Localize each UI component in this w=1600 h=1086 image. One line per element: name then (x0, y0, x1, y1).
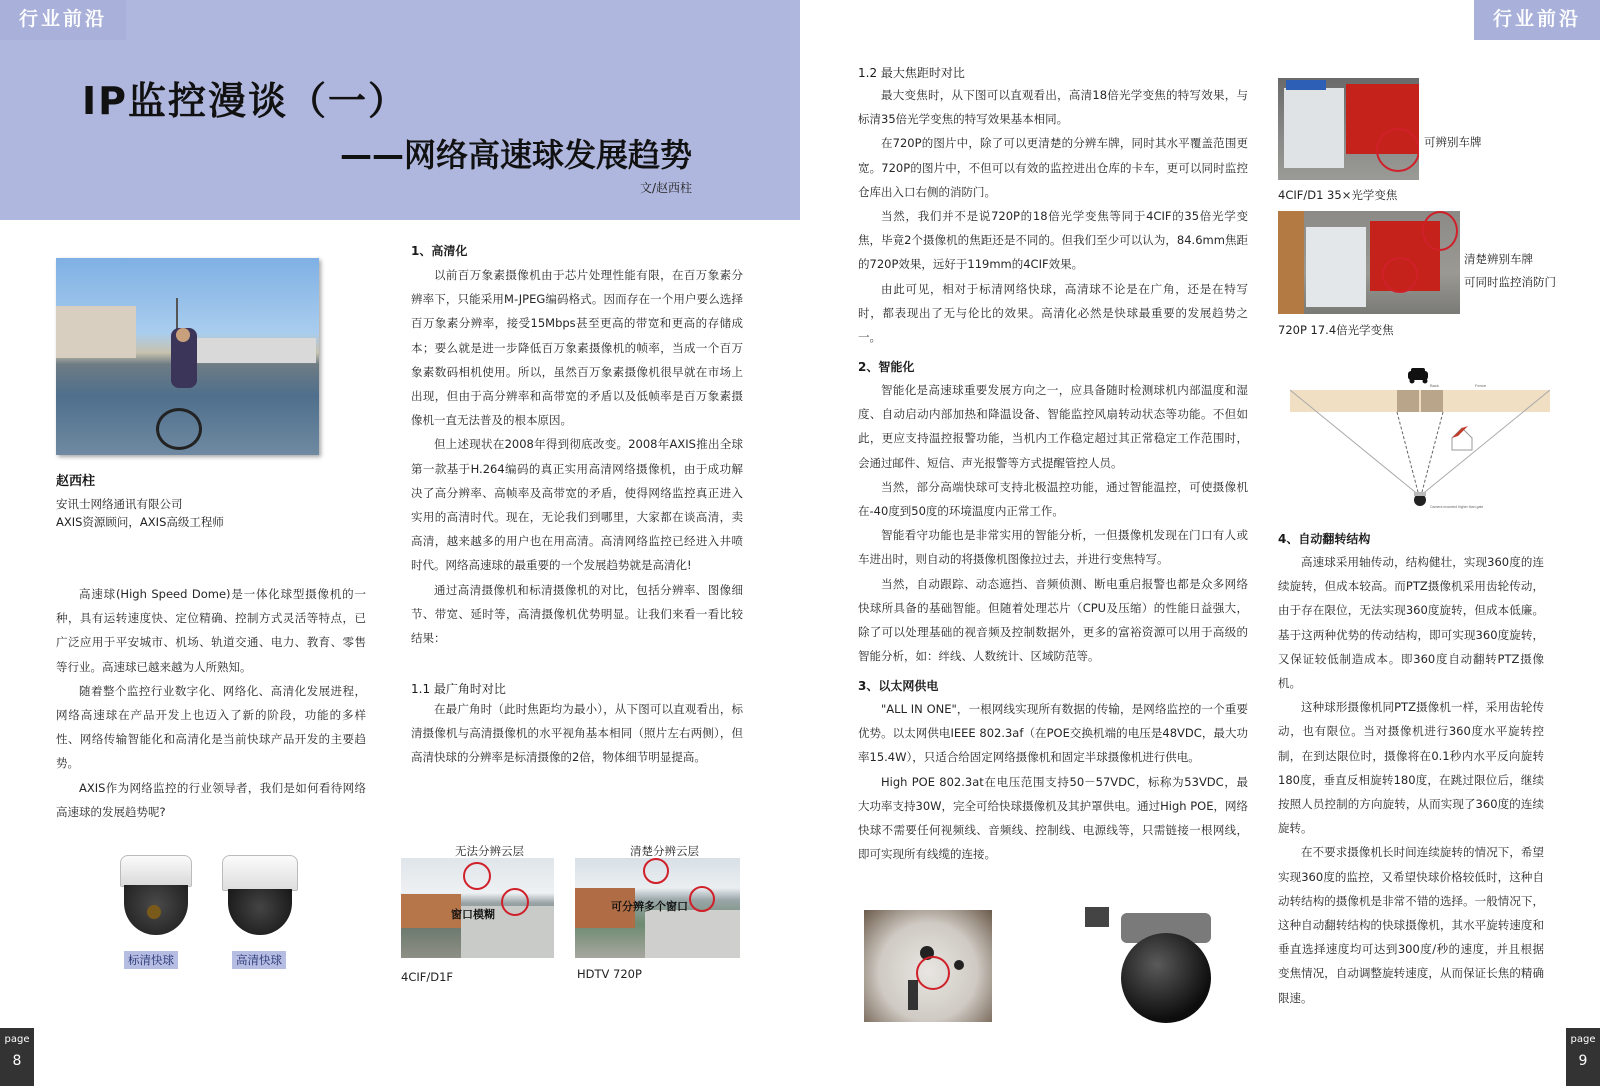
sec2-para-3: 智能看守功能也是非常实用的智能分析，一但摄像机发现在门口有人或车进出时，则自动的将摄像机图像拉过去，并进行变焦特写。 (858, 528, 1248, 567)
sec12-para-4: 由此可见，相对于标清网络快球，高清球不论是在广角，还是在特写时，都表现出了无与伦比的效果。高清化必然是快球最重要的发展趋势之一。 (858, 281, 1248, 345)
camera-hd-image (222, 855, 298, 935)
truck-top-caption: 4CIF/D1 35×光学变焦 (1278, 188, 1398, 202)
sec11-heading: 1.1 最广角时对比 (411, 682, 506, 696)
wide-left-top-label: 无法分辨云层 (455, 844, 524, 858)
wide-left-caption: 4CIF/D1F (401, 970, 454, 984)
wide-sd-image (401, 858, 554, 958)
gate-monitor-diagram (1290, 368, 1550, 516)
wide-hd-image (575, 858, 740, 958)
sec4-para-3: 在不要求摄像机长时间连续旋转的情况下，希望实现360度的监控，又希望快球价格较低时，这种自动转结构的摄像机是非常不错的选择。一般情况下，这种自动翻转结构的快球摄像机，其水平旋转速度和垂直选择速度均可达到300度/秒的速度，并且根据变焦情况，自动调整旋转速度，从而保证长焦的精确限速。 (1278, 845, 1544, 1005)
sec2-para-2: 当然，部分高端快球可支持北极温控功能，通过智能温控，可使摄像机在-40度到50度的环境温度内正常工作。 (858, 479, 1248, 519)
truck-top-label: 可辨别车牌 (1424, 135, 1482, 149)
sec11-text (411, 697, 743, 770)
intro-para-1: 高速球(High Speed Dome)是一体化球型摄像机的一种，具有运转速度快、定位精确、控制方式灵活等特点，已广泛应用于平安城市、机场、轨道交通、电力、教育、零售等行业。高速球已越来越为人所熟知。 (56, 587, 366, 674)
label-sd-dome: 标清快球 (124, 951, 178, 969)
sec2-heading: 2、智能化 (858, 360, 915, 374)
sec1-heading: 1、高清化 (411, 244, 468, 258)
page-num-left: 8 (12, 1053, 22, 1069)
truck-720p-image (1278, 211, 1460, 314)
section-tag-right: 行业前沿 (1474, 0, 1600, 40)
truck-bottom-caption: 720P 17.4倍光学变焦 (1278, 323, 1394, 337)
diagram-label-back: Back (1430, 383, 1439, 388)
sec1-para-3: 通过高清摄像机和标清摄像机的对比，包括分辨率、图像细节、带宽、延时等，高清摄像机优势明显。让我们来看一看比较结果： (411, 582, 743, 646)
sec4-para-2: 这种球形摄像机同PTZ摄像机一样，采用齿轮传动，也有限位。当对摄像机进行360度水平旋转控制，在到达限位时，摄像将在0.1秒内水平反向旋转180度，垂直反相旋转180度，在跳过限位后，继续按照人员控制的方向旋转，从而实现了360度的连续旋转。 (1278, 700, 1544, 836)
author-role: AXIS资源顾问，AXIS高级工程师 (56, 515, 224, 529)
diagram-label-fence: Fence (1475, 383, 1487, 388)
intro-para-2: 随着整个监控行业数字化、网络化、高清化发展进程，网络高速球在产品开发上也迈入了新的阶段，功能的多样性、网络传输智能化和高清化是当前快球产品开发的主要趋势。 (56, 683, 366, 771)
label-hd-dome: 高清快球 (232, 951, 286, 969)
wide-right-caption: HDTV 720P (577, 967, 642, 981)
sec4-text (1278, 550, 1544, 1010)
truck-4cif-image (1278, 78, 1419, 180)
page-word-left: page (4, 1034, 30, 1045)
sec2-text (858, 378, 1248, 668)
byline: 文/赵西柱 (640, 181, 693, 195)
dome-camera-photo (1085, 905, 1210, 1025)
camera-sd-image (120, 855, 192, 935)
wide-right-overlay: 可分辨多个窗口 (611, 900, 688, 913)
sec4-heading: 4、自动翻转结构 (1278, 532, 1371, 546)
title-line-1: IP监控漫谈（一） (82, 79, 408, 123)
title-line-2: ——网络高速球发展趋势 (340, 136, 693, 174)
section-tag-left: 行业前沿 (0, 0, 126, 40)
sec12-heading: 1.2 最大焦距时对比 (858, 66, 965, 80)
truck-bottom-label-1: 清楚辨别车牌 (1464, 252, 1533, 266)
page-number-right (1566, 1028, 1600, 1086)
wide-right-top-label: 清楚分辨云层 (630, 844, 699, 858)
sec1-para-1: 以前百万象素摄像机由于芯片处理性能有限，在百万象素分辨率下，只能采用M-JPEG编码格式。因而存在一个用户要么选择百万象素分辨率，接受15Mbps甚至更高的带宽和更高的存储成本；要么就是进一步降低百万象素摄像机的帧率，当成一个百万象素数码相机使用。所以，虽然百万象素摄像机很早就在市场上出现，但由于高分辨率和高带宽的矛盾以及低帧率是百万象素摄像机一直无法普及的根本原因。 (411, 268, 743, 428)
intro-para-3: AXIS作为网络监控的行业领导者，我们是如何看待网络高速球的发展趋势呢? (56, 780, 366, 819)
dome-base-photo (864, 910, 992, 1022)
sec2-para-1: 智能化是高速球重要发展方向之一，应具备随时检测球机内部温度和湿度、自动启动内部加热和降温设备、智能监控风扇转动状态等功能。不但如此，更应支持温控报警功能，当机内工作稳定超过其正常稳定工作范围时，会通过邮件、短信、声光报警等方式提醒管控人员。 (858, 383, 1248, 470)
sec1-para-2: 但上述现状在2008年得到彻底改变。2008年AXIS推出全球第一款基于H.264编码的真正实用高清网络摄像机，由于成功解决了高分辨率、高帧率及高带宽的矛盾，使得网络监控真正进入实用的高清时代。现在，无论我们到哪里，大家都在谈高清，卖高清，越来越多的用户也在用高清。高清网络监控已经进入井喷时代。网络高速球的最重要的一个发展趋势就是高清化! (411, 437, 743, 573)
sec12-para-2: 在720P的图片中，除了可以更清楚的分辨车牌，同时其水平覆盖范围更宽。720P的图片中，不但可以有效的监控进出仓库的卡车，更可以同时监控仓库出入口右侧的消防门。 (858, 136, 1248, 199)
truck-bottom-label-2: 可同时监控消防门 (1464, 275, 1556, 289)
author-name: 赵西柱 (56, 474, 96, 489)
sec12-para-3: 当然，我们并不是说720P的18倍光学变焦等同于4CIF的35倍光学变焦，毕竟2个摄像机的焦距还是不同的。但我们至少可以认为，84.6mm焦距的720P效果，远好于119mm的4CIF效果。 (858, 209, 1248, 272)
sec2-para-4: 当然，自动跟踪、动态遮挡、音频侦测、断电重启报警也都是众多网络快球所具备的基础智能。但随着处理芯片（CPU及压缩）的性能日益强大，除了可以处理基础的视音频及控制数据外，更多的富裕资源可以用于高级的智能分析，如：绊线、人数统计、区域防范等。 (858, 576, 1248, 664)
author-company: 安讯士网络通讯有限公司 (56, 497, 183, 511)
sec4-para-1: 高速球采用轴传动，结构健壮，实现360度的连续旋转，但成本较高。而PTZ摄像机采用齿轮传动，由于存在限位，无法实现360度旋转，但成本低廉。基于这两种优势的传动结构，即可实现360度旋转，又保证较低制造成本。即360度自动翻转PTZ摄像机。 (1278, 555, 1544, 691)
author-photo (56, 258, 319, 455)
diagram-label-cam: Camera mounted higher than gate (1430, 505, 1484, 509)
sec1-text (411, 263, 743, 650)
sec12-para-1: 最大变焦时，从下图可以直观看出，高清18倍光学变焦的特写效果，与标清35倍光学变焦的特写效果基本相同。 (858, 88, 1248, 127)
wide-left-overlay: 窗口模糊 (451, 908, 495, 921)
page-number-left (0, 1028, 34, 1086)
intro-text (56, 582, 366, 824)
page-num-right: 9 (1578, 1053, 1588, 1069)
sec3-para-1: "ALL IN ONE"，一根网线实现所有数据的传输，是网络监控的一个重要优势。以太网供电IEEE 802.3af（在POE交换机端的电压是48VDC，最大功率15.4W），只适合给固定网络摄像机和固定半球摄像机进行供电。 (858, 702, 1248, 765)
sec3-para-2: High POE 802.3at在电压范围支持50－57VDC，标称为53VDC，最大功率支持30W，完全可给快球摄像机及其护罩供电。通过High POE，网络快球不需要任何视频线、音频线、控制线、电源线等，只需链接一根网线，即可实现所有线缆的连接。 (858, 774, 1248, 862)
sec3-text (858, 697, 1248, 866)
sec11-para: 在最广角时（此时焦距均为最小），从下图可以直观看出，标清摄像机与高清摄像机的水平视角基本相同（照片左右两侧），但高清快球的分辨率是标清摄像的2倍，物体细节明显提高。 (411, 702, 743, 765)
sec12-text (858, 83, 1248, 349)
page-word-right: page (1570, 1034, 1596, 1045)
sec3-heading: 3、以太网供电 (858, 679, 939, 693)
